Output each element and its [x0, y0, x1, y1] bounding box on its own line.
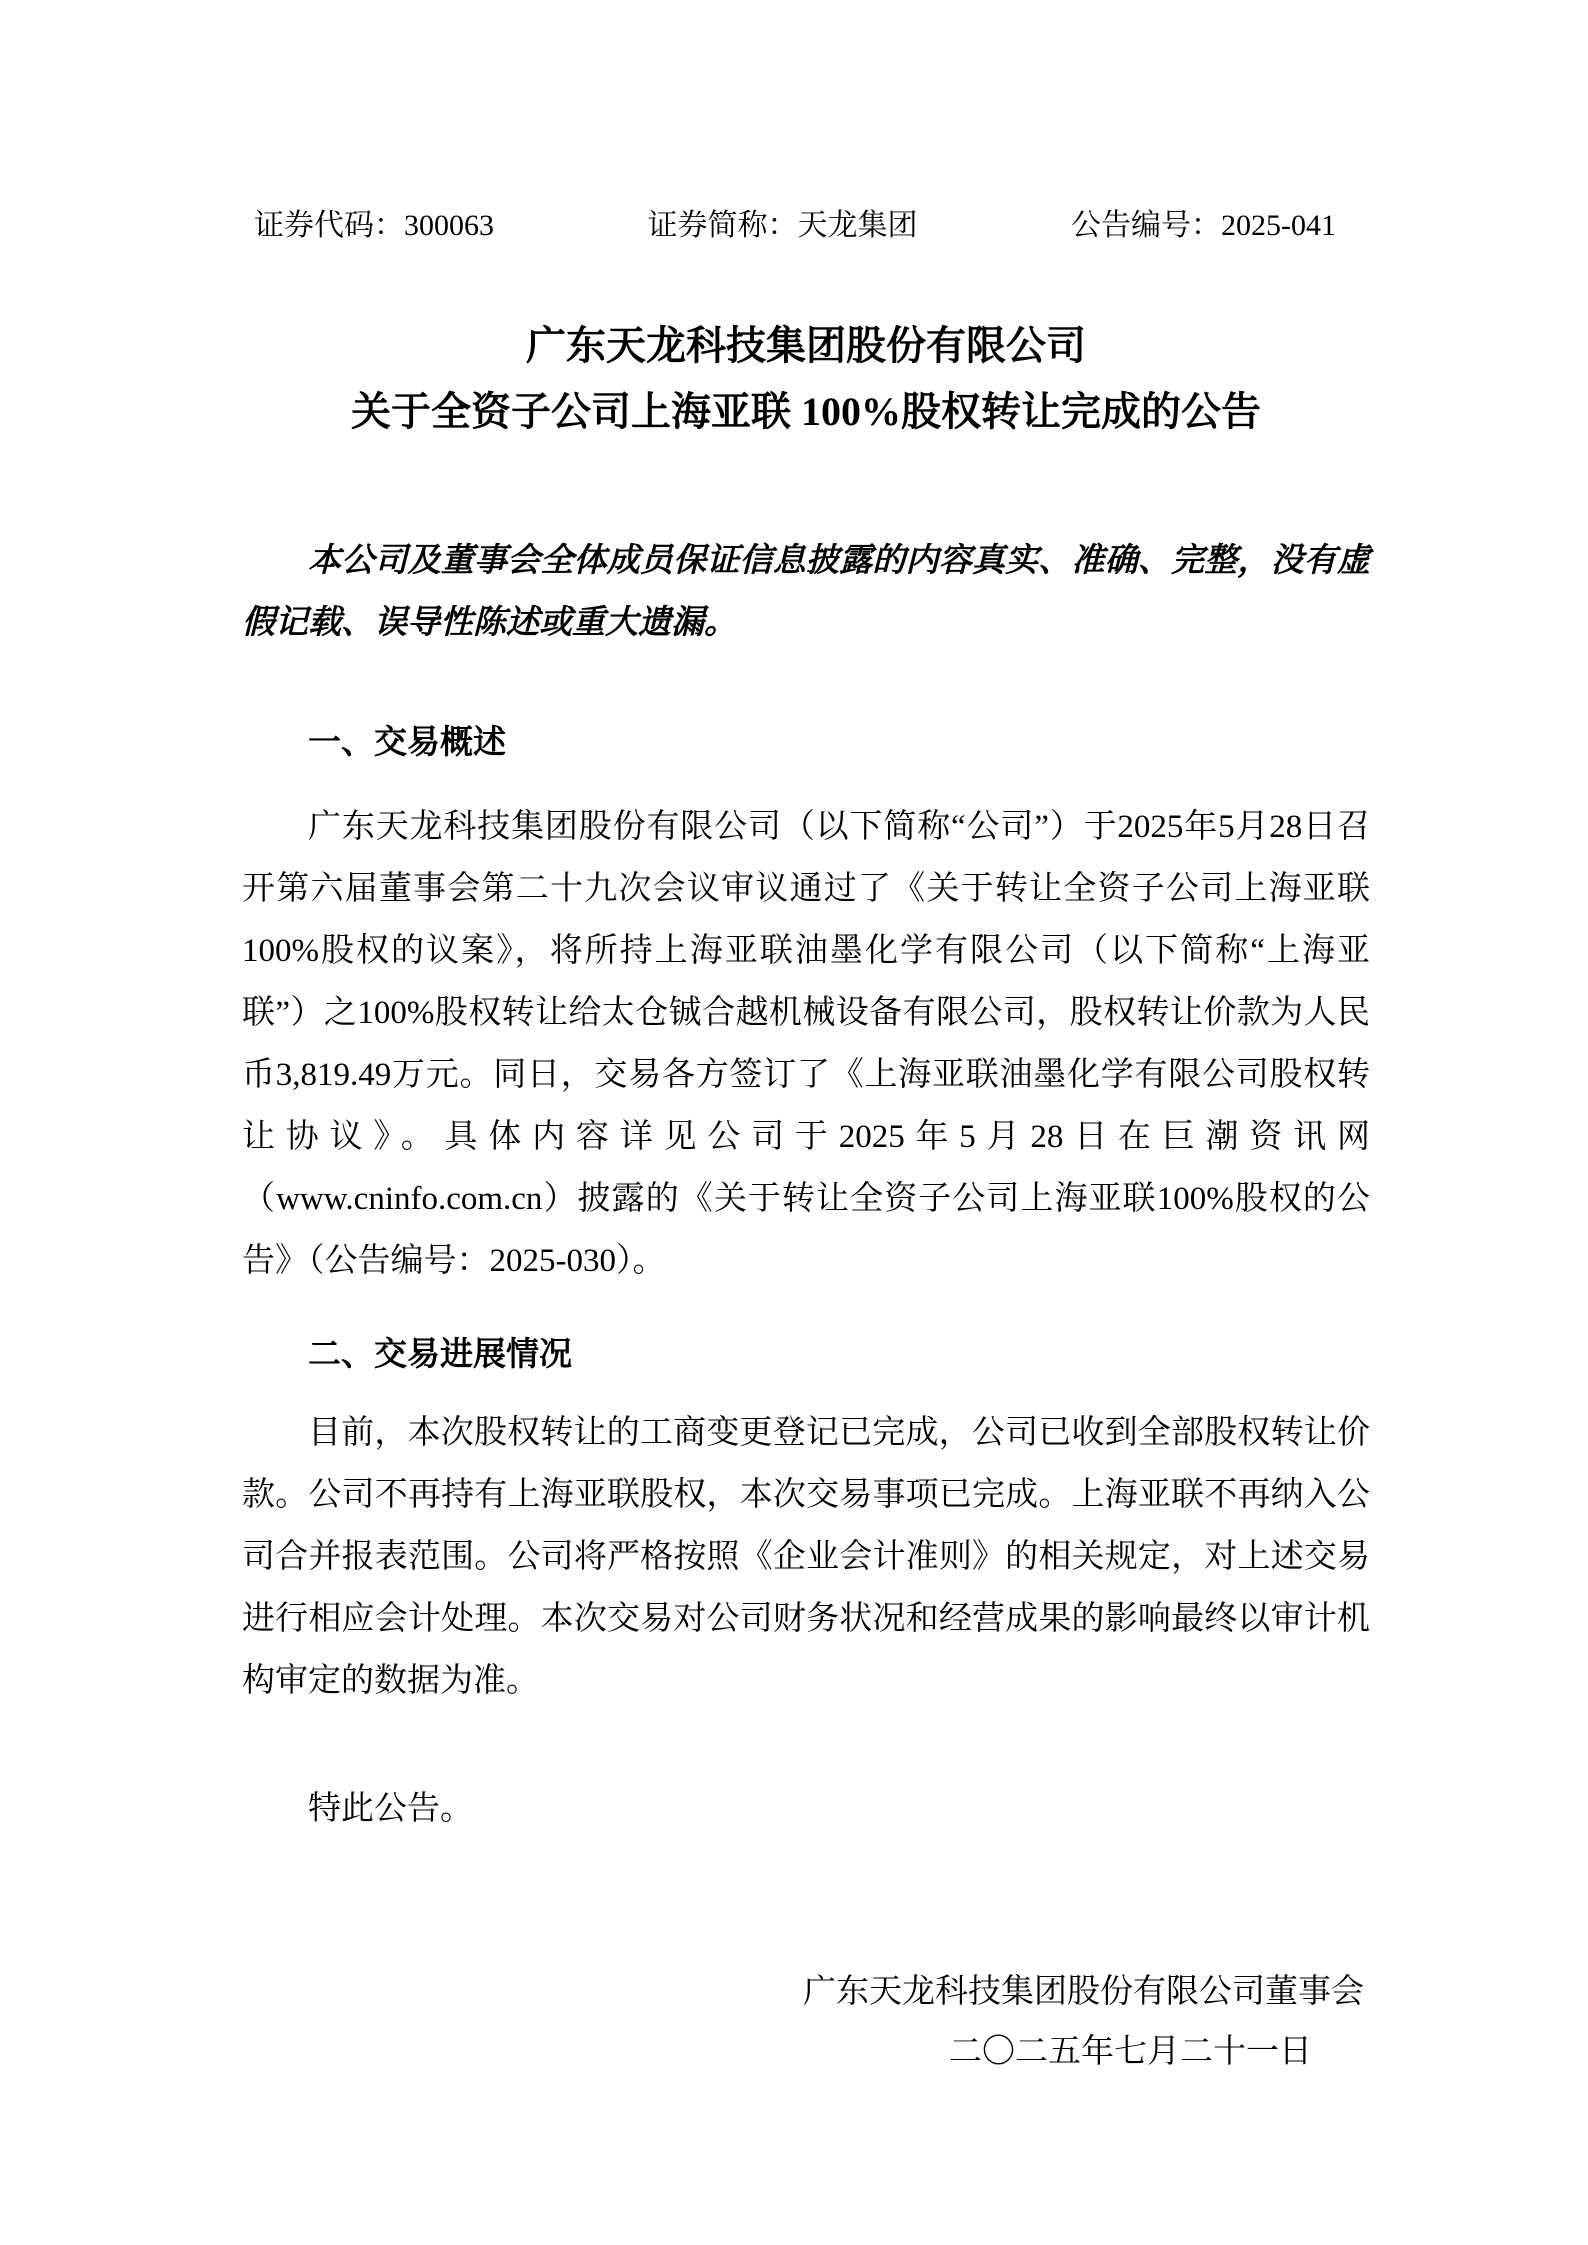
stock-name-text: 证券简称：天龙集团: [647, 209, 918, 242]
section-1-heading: 一、交易概述: [308, 725, 506, 761]
document-header: [242, 208, 1370, 244]
disclaimer-text: 本公司及董事会全体成员保证信息披露的内容真实、准确、完整，没有虚假记载、误导性陈述或重大遗漏。: [242, 543, 1370, 641]
signature-date: 二〇二五年七月二十一日: [949, 2034, 1312, 2070]
closing-text: 特此公告。: [308, 1791, 473, 1827]
title-line-1: 广东天龙科技集团股份有限公司: [526, 323, 1086, 368]
section-2-paragraph: 目前，本次股权转让的工商变更登记已完成，公司已收到全部股权转让价款。公司不再持有上海亚联股权，本次交易事项已完成。上海亚联不再纳入公司合并报表范围。公司将严格按照《企业会计准则》的相关规定，对上述交易进行相应会计处理。本次交易对公司财务状况和经营成果的影响最终以审计机构审定的数据为准。: [242, 1415, 1370, 1699]
section-2-heading: 二、交易进展情况: [308, 1337, 572, 1373]
page-content: [0, 208, 1588, 2082]
stock-code-text: 证券代码：300063: [254, 209, 494, 242]
section-1-paragraph: 广东天龙科技集团股份有限公司（以下简称“公司”）于2025年5月28日召开第六届董事会第二十九次会议审议通过了《关于转让全资子公司上海亚联100%股权的议案》，将所持上海亚联油墨化学有限公司（以下简称“上海亚联”）之100%股权转让给太仓铖合越机械设备有限公司，股权转让价款为人民币3,819.49万元。同日，交易各方签订了《上海亚联油墨化学有限公司股权转让协议》。具体内容详见公司于2025年5月28日在巨潮资讯网（www.cninfo.com.cn）披露的《关于转让全资子公司上海亚联100%股权的公告》（公告编号：2025-030）。: [242, 809, 1370, 1279]
announcement-number-text: 公告编号：2025-041: [1071, 209, 1336, 242]
signature-company: 广东天龙科技集团股份有限公司董事会: [803, 1974, 1364, 2010]
signature-block: [242, 1962, 1370, 2082]
document-title: [242, 313, 1370, 445]
title-line-2: 关于全资子公司上海亚联 100%股权转让完成的公告: [351, 389, 1261, 434]
